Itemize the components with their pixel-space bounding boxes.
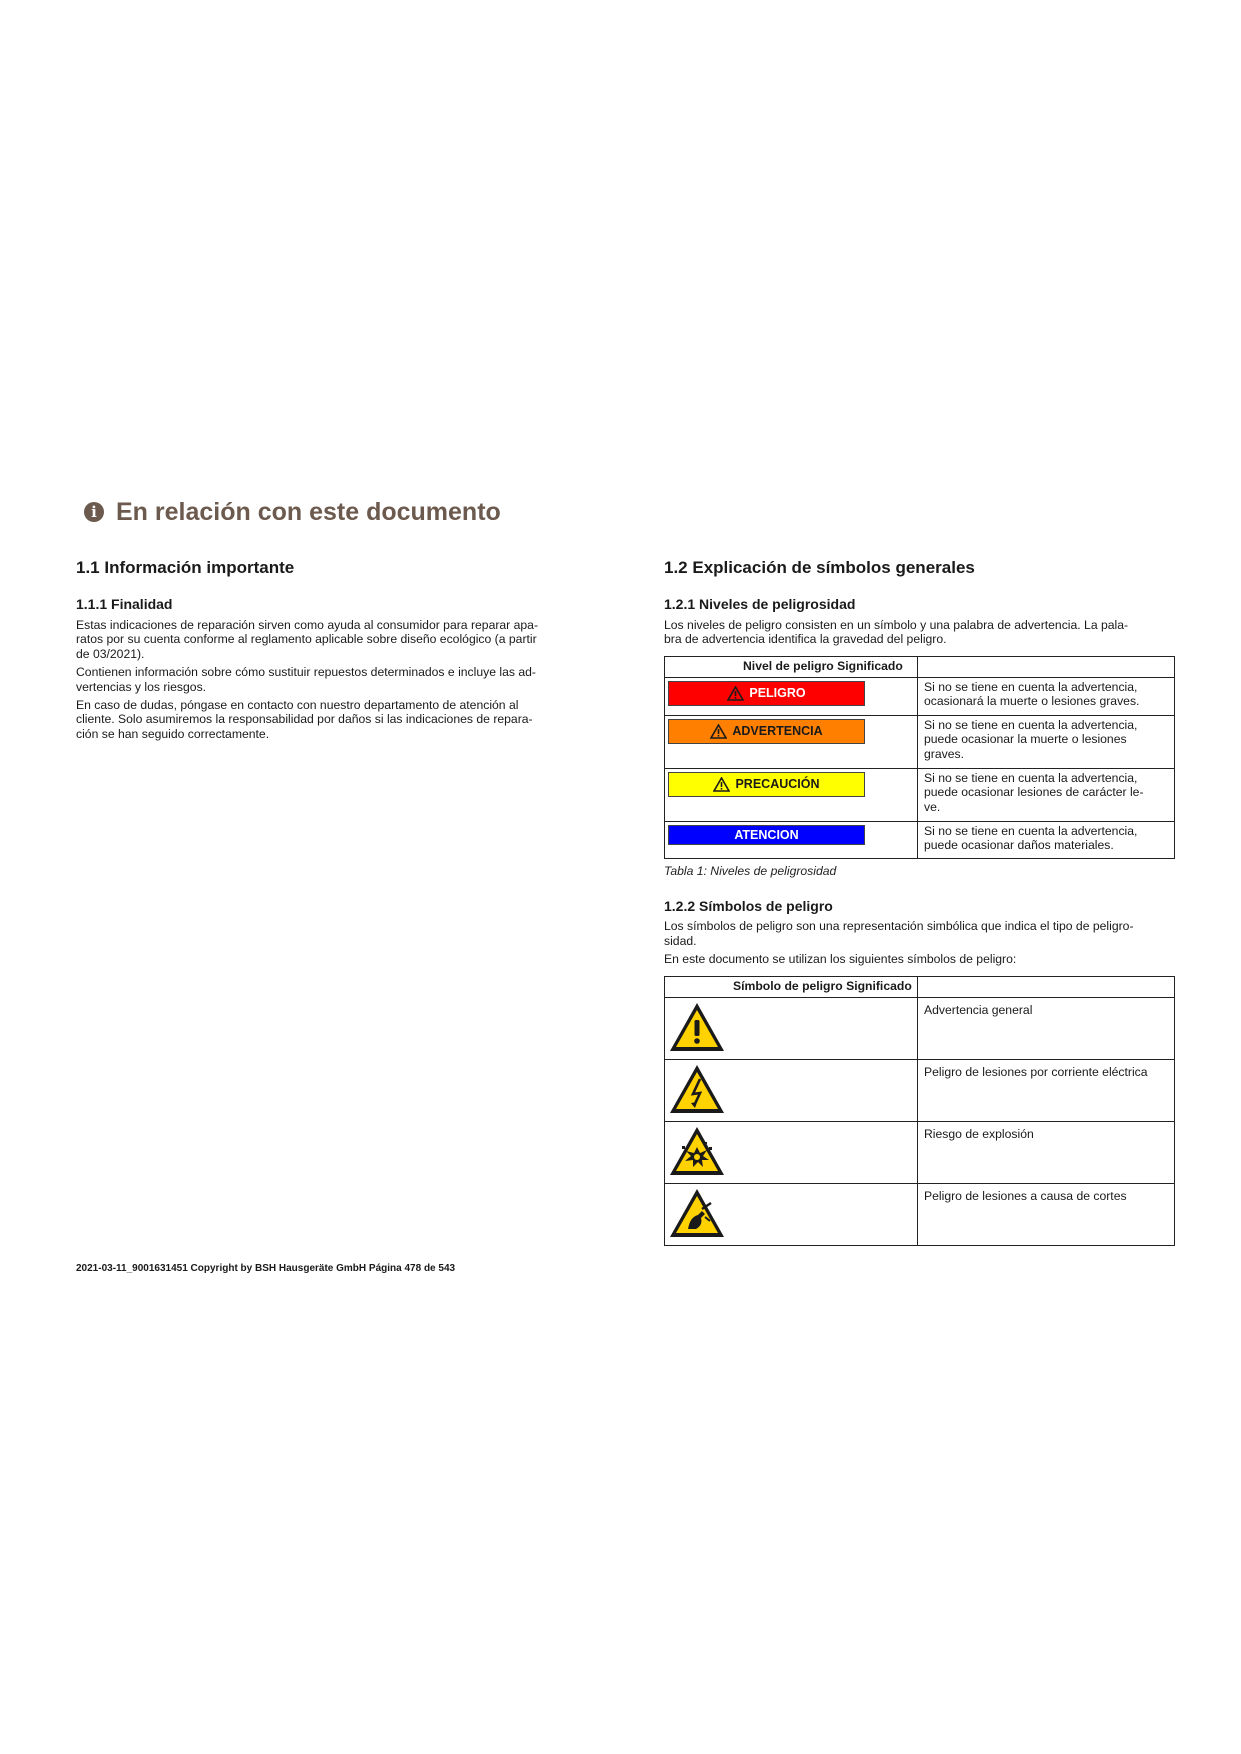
- meaning-cell: Si no se tiene en cuenta la advertencia, puede ocasionar lesiones de carácter le- ve.: [918, 768, 1175, 821]
- signal-word-banner: PRECAUCIÓN: [668, 772, 865, 797]
- info-icon: i: [84, 502, 104, 522]
- meaning-cell: Si no se tiene en cuenta la advertencia, puede ocasionar daños materiales.: [918, 821, 1175, 858]
- meaning-cell: Si no se tiene en cuenta la advertencia, puede ocasionar la muerte o lesiones graves.: [918, 715, 1175, 768]
- page-footer: 2021-03-11_9001631451 Copyright by BSH Hausgeräte GmbH Página 478 de 543: [76, 1263, 456, 1274]
- section-title: 1.1 Información importante: [76, 558, 295, 577]
- table-row: [665, 821, 1175, 858]
- electric-shock-icon: [668, 1063, 726, 1115]
- meaning-cell: Riesgo de explosión: [918, 1122, 1175, 1184]
- table-row: [665, 768, 1175, 821]
- meaning-cell: Si no se tiene en cuenta la advertencia, ocasionará la muerte o lesiones graves.: [918, 677, 1175, 715]
- table-caption: Tabla 1: Niveles de peligrosidad: [664, 863, 837, 878]
- subsection-title: 1.2.1 Niveles de peligrosidad: [664, 596, 856, 613]
- table-header: Símbolo de peligro Significado: [665, 977, 918, 998]
- warning-triangle-icon: [713, 777, 730, 792]
- table-row: [665, 1060, 1175, 1122]
- hazard-levels-table: [664, 656, 1175, 859]
- table-row: [665, 677, 1175, 715]
- paragraph: Contienen información sobre cómo sustituir repuestos determinados e incluye las ad- vertencias y los riesgos.: [76, 665, 536, 694]
- meaning-cell: Peligro de lesiones a causa de cortes: [918, 1184, 1175, 1246]
- table-row: [665, 1184, 1175, 1246]
- subsection-title: 1.2.2 Símbolos de peligro: [664, 897, 833, 914]
- hazard-symbols-table: [664, 976, 1175, 1246]
- section-important-info: [76, 558, 581, 745]
- paragraph: Los símbolos de peligro son una representación simbólica que indica el tipo de peligro- sidad.: [664, 919, 1134, 948]
- table-row: [665, 1122, 1175, 1184]
- subsection-title: 1.1.1 Finalidad: [76, 596, 173, 613]
- cut-hazard-icon: [668, 1187, 726, 1239]
- signal-word-banner: ATENCION: [668, 825, 865, 845]
- table-header: Nivel de peligro Significado: [665, 656, 918, 677]
- meaning-cell: Advertencia general: [918, 998, 1175, 1060]
- signal-word-banner: ADVERTENCIA: [668, 719, 865, 744]
- paragraph: En este documento se utilizan los siguientes símbolos de peligro:: [664, 952, 1017, 967]
- general-warning-icon: [668, 1001, 726, 1053]
- paragraph: En caso de dudas, póngase en contacto con nuestro departamento de atención al cliente. Solo asumiremos la responsabilidad por daños si las indicaciones de repara- ción se han seguido correctamente.: [76, 697, 533, 741]
- signal-word-banner: PELIGRO: [668, 681, 865, 706]
- paragraph: Los niveles de peligro consisten en un símbolo y una palabra de advertencia. La pala- bra de advertencia identifica la gravedad del peligro.: [664, 617, 1129, 647]
- chapter-title: En relación con este documento: [116, 497, 501, 526]
- warning-triangle-icon: [727, 686, 744, 701]
- meaning-cell: Peligro de lesiones por corriente eléctrica: [918, 1060, 1175, 1122]
- warning-triangle-icon: [710, 724, 727, 739]
- section-title: 1.2 Explicación de símbolos generales: [664, 558, 975, 577]
- paragraph: Estas indicaciones de reparación sirven como ayuda al consumidor para reparar apa- ratos por su cuenta conforme al reglamento aplicable sobre diseño ecológico (a partir de 03/2021).: [76, 617, 539, 661]
- section-symbols: [664, 558, 1174, 1246]
- table-row: [665, 998, 1175, 1060]
- explosion-icon: [668, 1125, 726, 1177]
- table-row: [665, 715, 1175, 768]
- chapter-heading: [84, 492, 501, 532]
